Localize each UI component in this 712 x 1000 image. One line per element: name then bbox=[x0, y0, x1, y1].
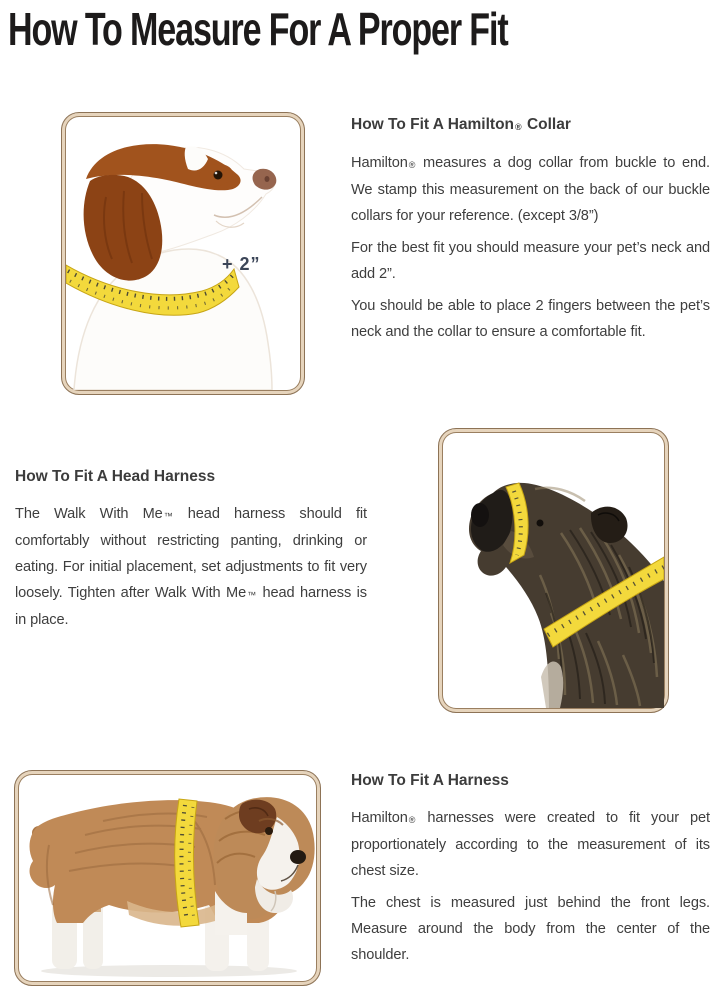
head-harness-text-column bbox=[15, 467, 367, 633]
body-paragraph: The Walk With Me™ head harness should fit comfortably without restricting panting, drinking or eating. For initial placement, set adjustments to fit very loosely. Tighten after Walk With Me™ head harness is in place. bbox=[15, 506, 368, 628]
body-paragraph: Hamilton® harnesses were created to fit your pet proportionately according to the measurement of its chest size. bbox=[351, 810, 710, 879]
dog-nose bbox=[471, 503, 489, 527]
collar-text-column bbox=[351, 115, 710, 345]
add-two-inches-annotation: + 2” bbox=[222, 254, 261, 274]
harness-photo-frame bbox=[14, 770, 321, 986]
dog-nose bbox=[290, 850, 306, 864]
harness-text-column bbox=[351, 771, 710, 968]
collar-photo-frame bbox=[61, 112, 305, 395]
dog-eye bbox=[537, 520, 544, 527]
page-title: How To Measure For A Proper Fit bbox=[8, 3, 508, 55]
dog-chest-measure-photo bbox=[19, 775, 316, 981]
section-heading-harness: How To Fit A Harness bbox=[351, 772, 509, 789]
section-heading-head-harness: How To Fit A Head Harness bbox=[15, 468, 216, 485]
body-paragraph: The chest is measured just behind the front legs. Measure around the body from the center of the shoulder. bbox=[351, 895, 710, 963]
body-paragraph: Hamilton® measures a dog collar from buckle to end. We stamp this measurement on the back of our buckle collars for your reference. (except 3/8”) bbox=[351, 155, 710, 224]
body-paragraph: For the best fit you should measure your pet’s neck and add 2”. bbox=[351, 240, 710, 282]
head-harness-photo-frame bbox=[438, 428, 669, 713]
section-heading-collar: How To Fit A Hamilton® Collar bbox=[351, 116, 571, 133]
dog-muzzle-measure-photo bbox=[443, 433, 664, 708]
dog-eye bbox=[214, 171, 223, 180]
body-paragraph: You should be able to place 2 fingers between the pet’s neck and the collar to ensure a comfortable fit. bbox=[351, 298, 710, 340]
dog-eye bbox=[265, 827, 273, 835]
dog-neck-measure-photo bbox=[66, 117, 300, 390]
